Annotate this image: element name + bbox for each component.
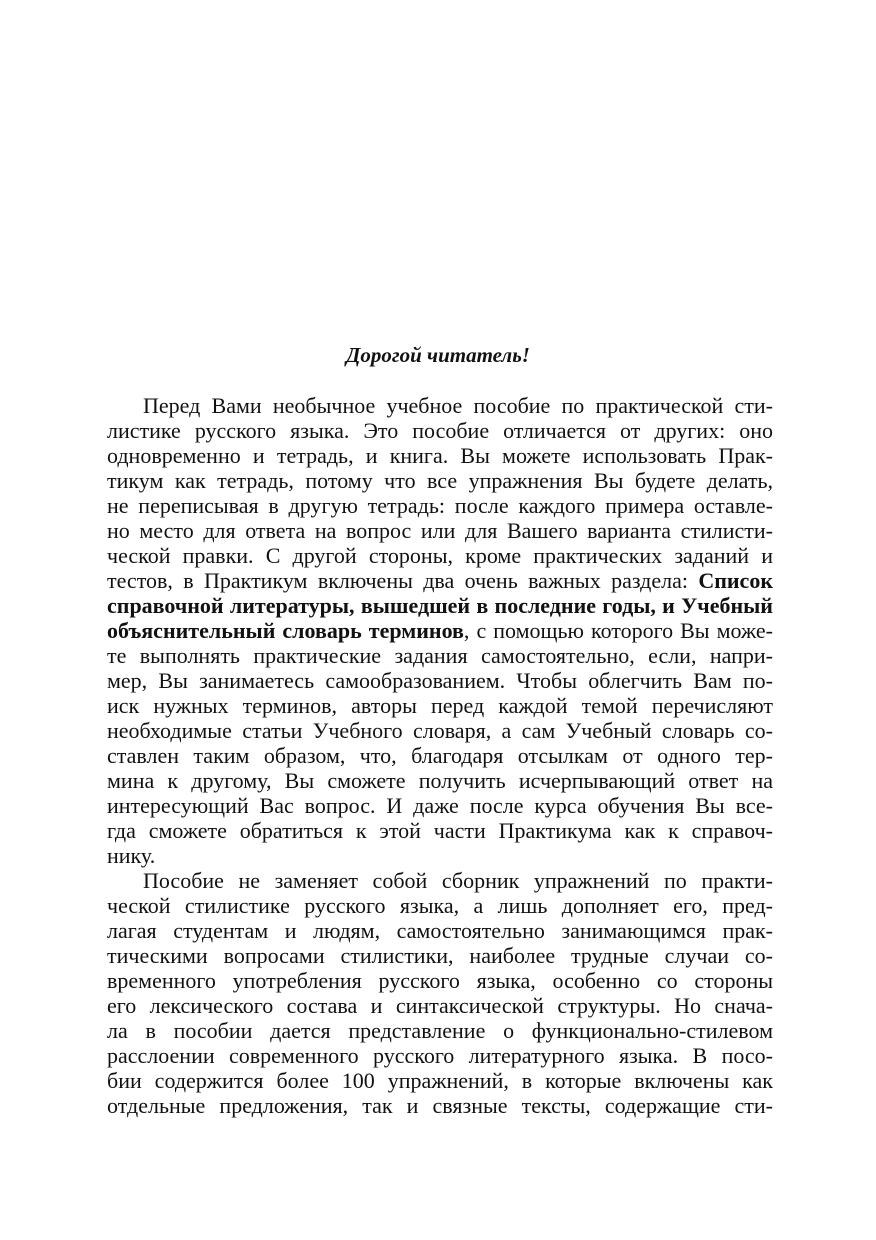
text-line	[107, 418, 773, 443]
text-line	[107, 893, 773, 918]
text-segment: лагая студентам и людям, самостоятельно занимающимся прак-	[107, 918, 773, 943]
text-line	[107, 693, 773, 718]
text-segment: листике русского языка. Это пособие отличается от других: оно	[107, 418, 773, 443]
bold-text-segment: Список	[698, 568, 773, 593]
text-segment: Перед Вами необычное учебное пособие по практической сти-	[143, 393, 773, 418]
text-line	[107, 443, 773, 468]
text-line	[107, 593, 773, 618]
text-segment: нику.	[107, 843, 156, 868]
text-segment: гда сможете обратиться к этой части Практикума как к справоч-	[107, 818, 773, 843]
text-line	[107, 993, 773, 1018]
text-segment: его лексического состава и синтаксической структуры. Но снача-	[107, 993, 773, 1018]
text-line	[107, 768, 773, 793]
text-line	[107, 568, 773, 593]
text-segment: тическими вопросами стилистики, наиболее трудные случаи со-	[107, 943, 773, 968]
text-segment: мер, Вы занимаетесь самообразованием. Чтобы облегчить Вам по-	[107, 668, 773, 693]
text-segment: ческой правки. С другой стороны, кроме практических заданий и	[107, 543, 773, 568]
text-segment: не переписывая в другую тетрадь: после каждого примера оставле-	[107, 493, 773, 518]
text-line	[107, 468, 773, 493]
text-segment: ла в пособии дается представление о функционально-стилевом	[107, 1018, 773, 1043]
bold-text-segment: объяснительный словарь терминов	[107, 618, 464, 643]
text-segment: отдельные предложения, так и связные тексты, содержащие сти-	[107, 1093, 773, 1118]
text-line	[107, 643, 773, 668]
text-line	[107, 543, 773, 568]
text-line	[107, 618, 773, 643]
text-segment: те выполнять практические задания самостоятельно, если, напри-	[107, 643, 773, 668]
page-heading: Дорогой читатель!	[346, 343, 530, 367]
text-line	[107, 918, 773, 943]
text-segment: Пособие не заменяет собой сборник упражнений по практи-	[143, 868, 773, 893]
text-line	[107, 518, 773, 543]
text-line	[107, 393, 773, 418]
text-segment: одновременно и тетрадь, и книга. Вы можете использовать Прак-	[107, 443, 773, 468]
text-line	[107, 493, 773, 518]
text-line	[107, 668, 773, 693]
text-line	[107, 1043, 773, 1068]
bold-text-segment: справочной литературы, вышедшей в последние годы, и Учебный	[107, 593, 773, 618]
text-line	[107, 818, 773, 843]
text-line	[107, 1093, 773, 1118]
text-line	[107, 943, 773, 968]
text-segment: необходимые статьи Учебного словаря, а сам Учебный словарь со-	[107, 718, 773, 743]
text-line	[107, 793, 773, 818]
text-segment: временного употребления русского языка, особенно со стороны	[107, 968, 773, 993]
text-segment: мина к другому, Вы сможете получить исчерпывающий ответ на	[107, 768, 773, 793]
text-segment: , с помощью которого Вы може-	[463, 618, 773, 643]
text-segment: бии содержится более 100 упражнений, в которые включены как	[107, 1068, 773, 1093]
text-line	[107, 868, 773, 893]
text-segment: расслоении современного русского литературного языка. В посо-	[107, 1043, 773, 1068]
text-segment: но место для ответа на вопрос или для Вашего варианта стилисти-	[107, 518, 773, 543]
text-segment: ческой стилистике русского языка, а лишь дополняет его, пред-	[107, 893, 773, 918]
text-segment: интересующий Вас вопрос. И даже после курса обучения Вы все-	[107, 793, 773, 818]
text-segment: ставлен таким образом, что, благодаря отсылкам от одного тер-	[107, 743, 773, 768]
text-line	[107, 718, 773, 743]
text-line	[107, 743, 773, 768]
text-line	[107, 1018, 773, 1043]
text-line	[107, 1068, 773, 1093]
text-segment: тикум как тетрадь, потому что все упражнения Вы будете делать,	[107, 468, 773, 493]
body-text	[107, 393, 773, 1118]
text-line	[107, 843, 773, 868]
text-line	[107, 968, 773, 993]
text-segment: тестов, в Практикум включены два очень важных раздела:	[107, 568, 699, 593]
text-segment: иск нужных терминов, авторы перед каждой темой перечисляют	[107, 693, 773, 718]
